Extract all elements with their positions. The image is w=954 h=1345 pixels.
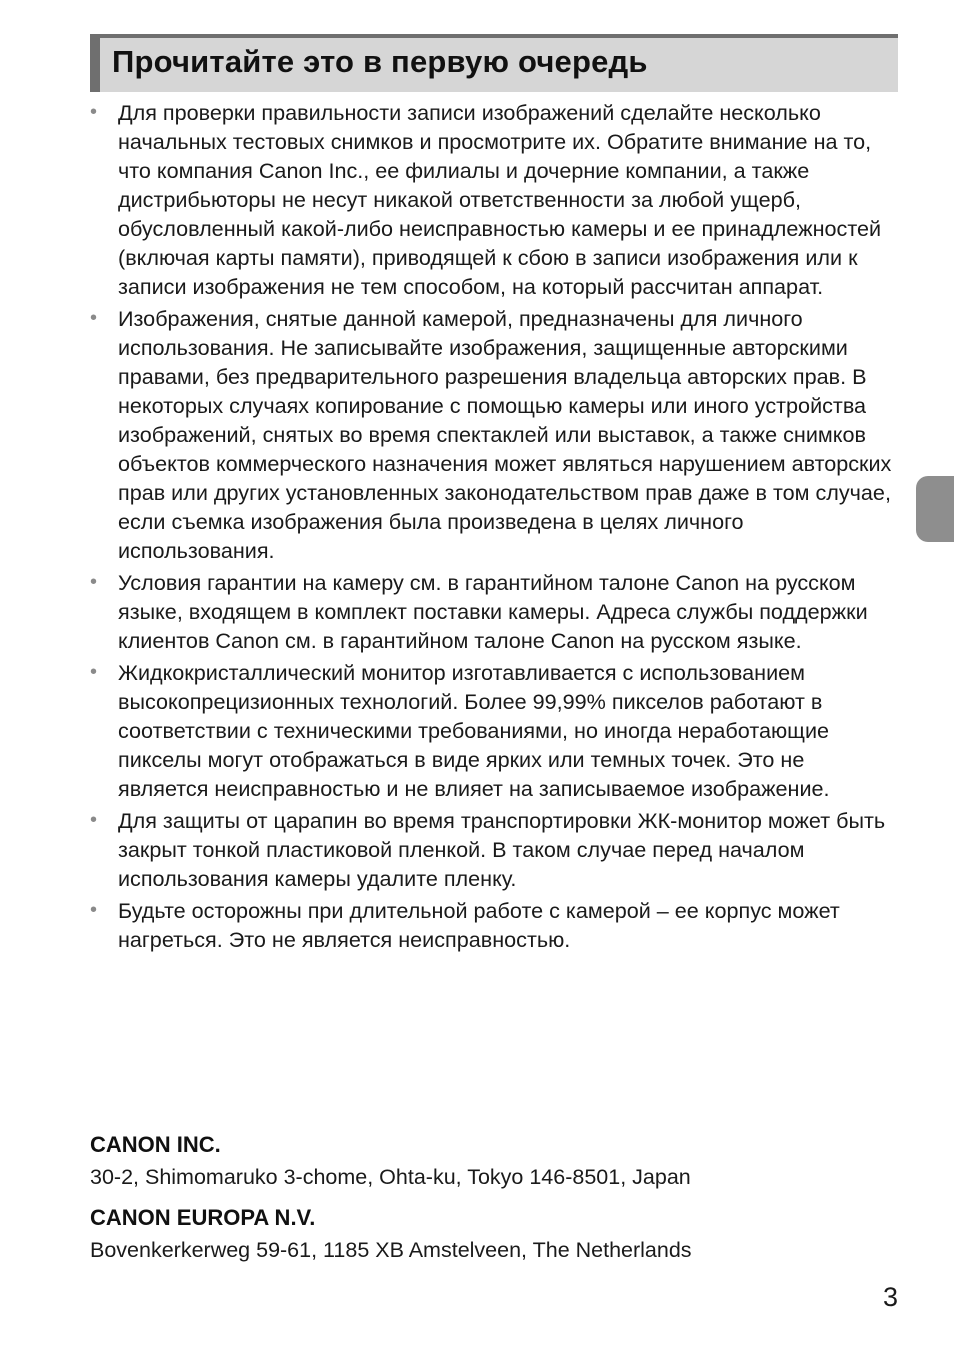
list-item-text: Изображения, снятые данной камерой, предназначены для личного использования. Не записывайте изображения, защищенные авторскими правами, без предварительного разрешения владельца авторских прав. В некоторых случаях копирование с помощью камеры или иного устройства изображений, снятых во время спектаклей или выставок, а также снимков объектов коммерческого назначения может являться нарушением авторских прав или других установленных законодательством прав даже в том случае, если съемка изображения была произведена в целях личного использования.: [118, 306, 892, 563]
list-item-text: Условия гарантии на камеру см. в гарантийном талоне Canon на русском языке, входящем в комплект поставки камеры. Адреса службы поддержки клиентов Canon см. в гарантийном талоне Canon на русском языке.: [118, 570, 868, 653]
list-item: [90, 98, 900, 301]
section-title-bar: [90, 34, 898, 92]
bullet-icon: •: [90, 101, 98, 123]
list-item-text: Жидкокристаллический монитор изготавливается с использованием высокопрецизионных технологий. Более 99,99% пикселов работают в соответствии с техническими требованиями, но иногда неработающие пикселы могут отображаться в виде ярких или темных точек. Это не является неисправностью и не влияет на записываемое изображение.: [118, 660, 830, 801]
list-item-text: Будьте осторожны при длительной работе с камерой – ее корпус может нагреться. Это не является неисправностью.: [118, 898, 840, 952]
bullet-icon: •: [90, 899, 98, 921]
company-name-canon-europa: CANON EUROPA N.V.: [90, 1205, 316, 1230]
bullet-icon: •: [90, 809, 98, 831]
company-name-canon-inc: CANON INC.: [90, 1132, 221, 1157]
list-item-text: Для проверки правильности записи изображений сделайте несколько начальных тестовых снимков и просмотрите их. Обратите внимание на то, что компания Canon Inc., ее филиалы и дочерние компании, а также дистрибьюторы не несут никакой ответственности за любой ущерб, обусловленный какой-либо неисправностью камеры и ее принадлежностей (включая карты памяти), приводящей к сбою в записи изображения или к записи изображения не тем способом, на который рассчитан аппарат.: [118, 100, 882, 299]
list-item: [90, 896, 900, 954]
company-address-canon-europa: Bovenkerkerweg 59-61, 1185 XB Amstelveen, The Netherlands: [90, 1238, 692, 1262]
list-item: [90, 658, 900, 803]
list-item: [90, 568, 900, 655]
page-title: Прочитайте это в первую очередь: [112, 44, 648, 79]
list-item-text: Для защиты от царапин во время транспортировки ЖК-монитор может быть закрыт тонкой пластиковой пленкой. В таком случае перед началом использования камеры удалите пленку.: [118, 808, 886, 891]
list-item: [90, 806, 900, 893]
page-number: 3: [882, 1282, 898, 1312]
list-item: [90, 304, 900, 565]
company-address-canon-inc: 30-2, Shimomaruko 3-chome, Ohta-ku, Tokyo 146-8501, Japan: [90, 1165, 691, 1189]
bullet-icon: •: [90, 307, 98, 329]
notice-list: [90, 98, 900, 957]
side-section-tab: [916, 476, 954, 542]
bullet-icon: •: [90, 661, 98, 683]
bullet-icon: •: [90, 571, 98, 593]
